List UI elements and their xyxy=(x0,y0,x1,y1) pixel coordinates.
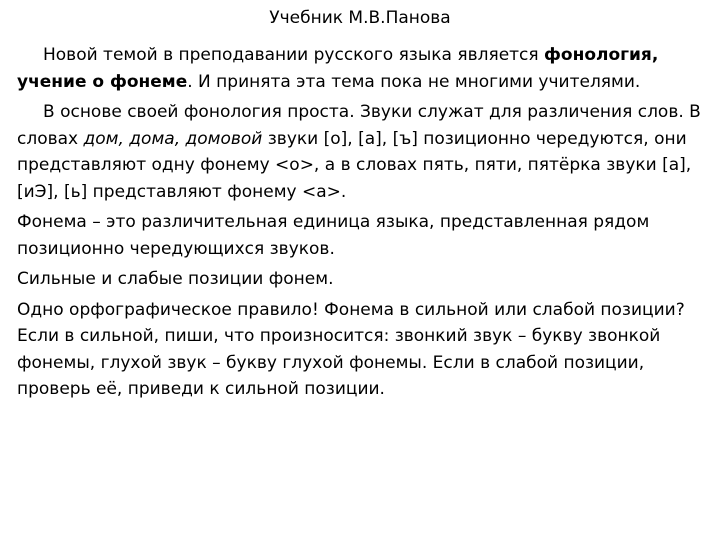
paragraph-2 xyxy=(17,99,707,205)
slide-title: Учебник М.В.Панова xyxy=(269,8,451,28)
paragraph-2-text-b: звуки [о], [а], [ъ] позиционно чередуются, они представляют одну фонему <о>, а в словах пять, пяти, пятёрка звуки [а], [иЭ], [ь] представляют фонему <а>. xyxy=(17,128,692,202)
paragraph-2-text-a: В основе своей фонология проста. Звуки служат для различения слов. В словах xyxy=(17,102,701,149)
paragraph-1-bold: фонология, учение о фонеме xyxy=(17,45,659,92)
paragraph-1 xyxy=(17,42,707,95)
paragraph-5: Одно орфографическое правило! Фонема в сильной или слабой позиции? Если в сильной, пиши, что произносится: звонкий звук – букву звонкой фонемы, глухой звук – букву глухой фонемы. Если в слабой позиции, проверь её, приведи к сильной позиции. xyxy=(17,299,685,399)
paragraph-1-text-a: Новой темой в преподавании русского языка является xyxy=(43,45,545,65)
slide-body xyxy=(17,42,707,407)
paragraph-2-italic: дом, дома, домовой xyxy=(83,128,263,149)
paragraph-4: Сильные и слабые позиции фонем. xyxy=(17,269,334,289)
paragraph-3: Фонема – это различительная единица языка, представленная рядом позиционно чередующихся звуков. xyxy=(17,212,650,259)
paragraph-1-text-b: . И принята эта тема пока не многими учителями. xyxy=(187,71,641,92)
